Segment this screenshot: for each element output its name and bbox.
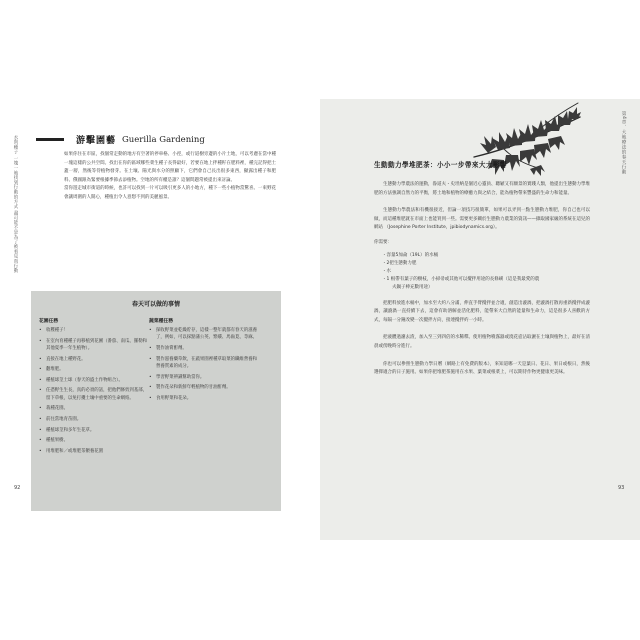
- right-paragraph: 把液體過濾去渣，加入至三到四倍的水稀釋。使用植物噴霧器或澆花壺沾取灑在土壤與植物上，最好在清晨或傍晚時分進行。: [374, 335, 590, 349]
- list-item: ・容量5加侖（19L）的水桶: [382, 252, 439, 258]
- recipe-list: [382, 252, 590, 292]
- veg-tasks-heading: 蔬菜種任務: [149, 319, 173, 324]
- page-number-left: 92: [14, 485, 21, 491]
- left-paragraph: 當你遊走城市街道的時候，也許可以找到一片可以吸引更多人的小地方，種下一些小植物當驚喜。一束野花會讓周圍的人開心，種植出令人意想不到的美麗風景。: [64, 186, 276, 200]
- page-number-right: 93: [618, 485, 625, 491]
- plant-illustration-icon: [468, 99, 586, 185]
- list-item: • 製作滋養藥草飲，在蔬果園裡種草取菜的纖維營養和營養質素的成分。: [149, 356, 261, 371]
- right-paragraph: 把肥料放進水桶中，加水至大約八分滿，伸直手臂攪拌並合適，創造出漩渦，把漩渦打散再重新攪拌成漩渦，讓漩渦一直持續下去，這會有助溶解並活化肥料，能帶來大自然的能量和生命力，這是很多人喜歡的方式，每隔一分鐘改變一次攪拌方向，接連攪拌約一小時。: [374, 300, 590, 323]
- list-item: ・水: [382, 268, 391, 274]
- list-item: • 食用野菜和花朵。: [149, 395, 261, 402]
- list-item: 夫鍋子棒充數用途）: [392, 284, 433, 290]
- list-item: • 直接在地上種野花。: [39, 356, 151, 363]
- flower-tasks-column: [39, 317, 151, 458]
- list-item: • 製作油膏酊劑。: [149, 345, 261, 352]
- list-item: • 收穫種子！: [39, 327, 151, 334]
- list-item: • 前往當地育苗園。: [39, 416, 151, 423]
- list-item: • 任憑野生生長，真的必須的話，把他們修剪到基部，留下草根，以免打擾土壤中重要的生命網絡。: [39, 387, 151, 402]
- spring-box-title: 春天可以做的事情: [131, 301, 180, 308]
- list-item: • 製作花朵和新鮮年輕植物的甘油酊劑。: [149, 384, 261, 391]
- left-margin-text: 水與種子 一塊一地找到行動的方式 盡可能不是為了被看見而行動: [13, 135, 18, 273]
- right-paragraph: 生態動力學農法的運動，魯道夫・史坦納是個近心靈員、聰穎又有願景的實踐人類，他提出生態動力學堆肥的方法強調自然力的平衡，將土地和植物的療癒力與之結合，能為植物帶來豐盛的生命力和能量。: [374, 182, 590, 196]
- list-item: • 栽種花園。: [39, 405, 151, 412]
- list-item: ・1 根帶有葉子的樹枝，小掃帚或其他可以攪拌用途的長條刷（這是我最愛的農: [382, 276, 540, 282]
- list-item: • 用堆肥和／或堆肥茶餵養花園: [39, 448, 151, 455]
- list-item: • 在室內育種種子再移植到花圃（番茄、南瓜、羅勒和其他夏季一年生植物）。: [39, 338, 151, 353]
- list-item: • 種植球莖和多年生花草。: [39, 427, 151, 434]
- right-body-text: [374, 181, 590, 378]
- flower-tasks-heading: 花園任務: [39, 319, 59, 324]
- list-item: • 種植果樹。: [39, 437, 151, 444]
- heading-zh: 游擊園藝: [76, 136, 117, 146]
- recipe-label: 你需要：: [374, 239, 392, 245]
- left-body-text: [64, 151, 276, 203]
- right-section-heading: 生動動力學堆肥茶：小小一步帶來大大影響: [374, 161, 507, 169]
- left-section-heading: [36, 133, 205, 146]
- list-item: • 探收野菜並乾燥貯存，這樣一整年就都有春天的滋養了，例如，可以採點蒲公英、繁縷、馬齒莧、荨麻。: [149, 327, 261, 342]
- right-paragraph: 你也可以參照生態動力學日曆（網路上有免費的版本），來知道哪一天是葉日、花日、果日或根日，然後選擇適合的日子施用。如果你把堆肥茶施用在水果、葉菜或根菜上，可以期待作物更健康更美味。: [374, 361, 590, 376]
- veg-tasks-column: [149, 317, 261, 405]
- list-item: • 翻堆肥。: [39, 366, 151, 373]
- right-paragraph: 生態動力學農法和有機很接近，但論一項技巧很簡單，如果可以弄到一點生態動力堆肥，你自己也可以做，而這種堆肥就在市面上也能買到一些。需要更多關於生態動力農業的資訊——擷取國家級的系統在這兒的網站 （Josephine Porter Institute，jpibiodynamics.org）。: [374, 208, 590, 231]
- left-paragraph: 如果你住在市區，找個常走動的地方有空著的停車格、小徑，或行道樹旁邊的小片土地，可以考慮在當中種一塊這樣的公共空間。找出在你的區域哪些菜生種子長得最好，若要在地上拌種籽在肥料裡，種完記得把土蓋一層，然後等待植物發芽。在土壤、陽光與水分的照顧下，它們會自己長出很多東西，顯露出種子和肥料、俄國跟為緊要根據季節去添植物。空地的所有權是誰？這個問題常被提出來討論。: [64, 152, 276, 183]
- list-item: • 種植球莖土球（春天的盛土作物組合）。: [39, 377, 151, 384]
- list-item: • 學習野菜辨識幫助當你。: [149, 374, 261, 381]
- right-margin-text: 第4章．大地療法的春天行動: [621, 111, 626, 175]
- heading-rule: [36, 138, 64, 141]
- list-item: ・2把生態動力肥: [382, 260, 417, 266]
- spring-tasks-box: [31, 291, 281, 511]
- right-page: [320, 99, 640, 540]
- heading-en: Guerilla Gardening: [122, 134, 205, 145]
- left-page: [0, 99, 320, 540]
